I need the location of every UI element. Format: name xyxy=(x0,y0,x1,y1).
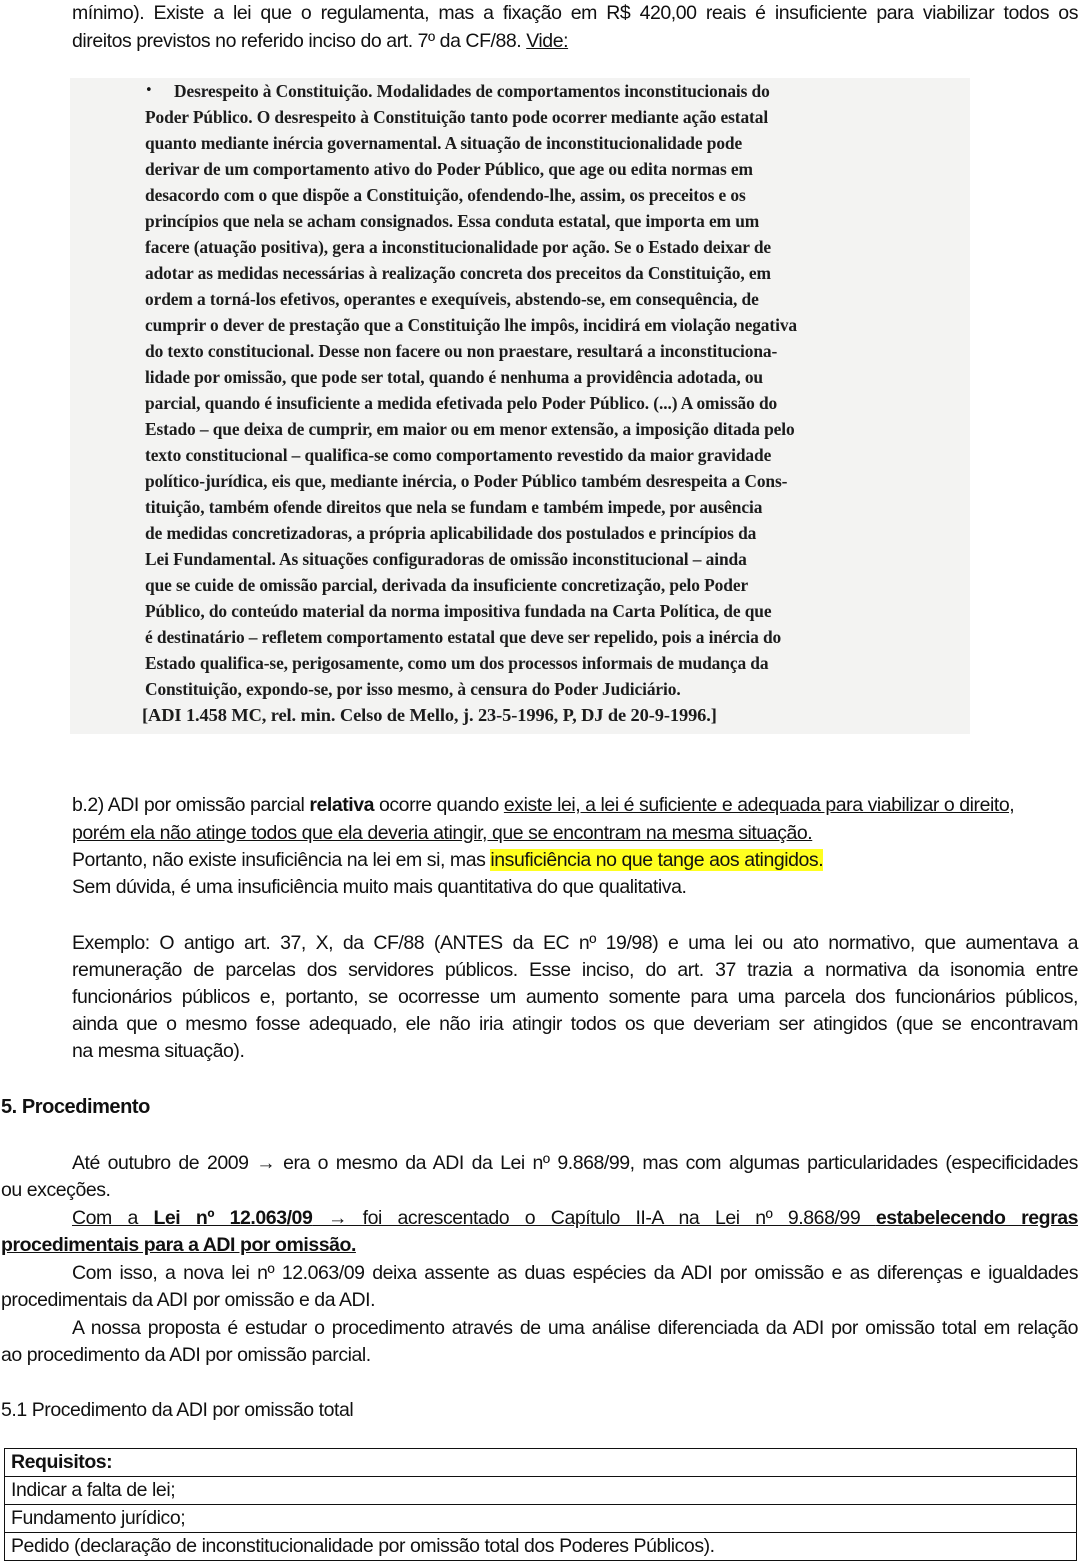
quote-line: Constituição, expondo-se, por isso mesmo, à censura do Poder Judiciário. xyxy=(145,679,681,699)
requirement-item: Pedido (declaração de inconstitucionalidade por omissão total dos Poderes Públicos). xyxy=(5,1533,1077,1561)
quote-line: facere (atuação positiva), gera a inconstitucionalidade por ação. Se o Estado deixar de xyxy=(145,237,772,257)
subsection-heading-omissao-total: 5.1 Procedimento da ADI por omissão total xyxy=(1,1399,354,1421)
section-heading-procedimento: 5. Procedimento xyxy=(1,1096,150,1118)
b2-underlined: existe lei, a lei é suficiente e adequada para viabilizar o direito, xyxy=(503,794,1015,816)
exemplo-line: funcionários públicos e, portanto, se ocorresse um aumento somente para uma parcela dos funcionários públicos, xyxy=(72,986,1078,1008)
section5-p3-line-1: Com isso, a nova lei nº 12.063/09 deixa assente as duas espécies da ADI por omissão e as diferenças e igualdades xyxy=(72,1262,1078,1284)
b2-line-2: porém ela não atinge todos que ela deveria atingir, que se encontram na mesma situação. xyxy=(72,822,813,844)
quote-line: cumprir o dever de prestação que a Constituição lhe impôs, incidirá em violação negativa xyxy=(145,315,798,335)
vide-link[interactable]: Vide: xyxy=(526,30,569,52)
exemplo-line: remuneração de parcelas dos servidores públicos. Esse inciso, do art. 37 trazia a normativa da isonomia entre xyxy=(72,959,1078,981)
quote-line: Lei Fundamental. As situações configuradoras de omissão inconstitucional – ainda xyxy=(145,549,747,569)
quote-line: de medidas concretizadoras, a própria aplicabilidade dos postulados e princípios da xyxy=(145,523,757,543)
quote-line: Poder Público. O desrespeito à Constituição tanto pode ocorrer mediante ação estatal xyxy=(145,107,769,127)
section5-p1-line-1: Até outubro de 2009 → era o mesmo da ADI da Lei nº 9.868/99, mas com algumas particularidades (especificidades xyxy=(72,1152,1078,1174)
quote-line: Público, do conteúdo material da norma impositiva fundada na Carta Política, de que xyxy=(145,601,772,621)
quote-line: Desrespeito à Constituição. Modalidades de comportamentos inconstitucionais do xyxy=(174,81,770,101)
table-row xyxy=(5,1505,1077,1533)
b2-line-1 xyxy=(72,792,1014,818)
section5-p2-law: Lei nº 12.063/09 xyxy=(153,1207,313,1229)
quote-line: parcial, quando é insuficiente a medida efetivada pelo Poder Público. (...) A omissão do xyxy=(145,393,778,413)
table-row xyxy=(5,1477,1077,1505)
b2-line-4: Sem dúvida, é uma insuficiência muito mais quantitativa do que qualitativa. xyxy=(72,876,687,898)
top-paragraph-text: direitos previstos no referido inciso do art. 7º da CF/88. xyxy=(72,30,527,52)
quote-line: lidade por omissão, que pode ser total, quando é nenhuma a providência adotada, ou xyxy=(145,367,763,387)
quote-bullet: • xyxy=(145,83,153,98)
quote-line: adotar as medidas necessárias à realização concreta dos preceitos da Constituição, em xyxy=(145,263,771,283)
section5-p3-line-2: procedimentais da ADI por omissão e da ADI. xyxy=(1,1289,376,1311)
quote-line: derivar de um comportamento ativo do Poder Público, que age ou edita normas em xyxy=(145,159,753,179)
requirement-item: Indicar a falta de lei; xyxy=(5,1477,1077,1505)
section5-p2-bold: estabelecendo regras xyxy=(875,1207,1079,1229)
quote-line: ordem a torná-los efetivos, operantes e exequíveis, abstendo-se, em consequência, de xyxy=(145,289,759,309)
quote-line: Estado qualifica-se, perigosamente, como um dos processos informais de mudança da xyxy=(145,653,769,673)
top-paragraph-line-1: mínimo). Existe a lei que o regulamenta, mas a fixação em R$ 420,00 reais é insuficiente para viabilizar todos os xyxy=(72,2,1078,24)
requirements-header: Requisitos: xyxy=(5,1449,1077,1477)
quote-line: quanto mediante inércia governamental. A situação de inconstitucionalidade pode xyxy=(145,133,743,153)
b2-line-3 xyxy=(72,847,823,873)
quote-line: desacordo com o que dispõe a Constituição, ofendendo-lhe, assim, os preceitos e os xyxy=(145,185,746,205)
exemplo-line: ainda que o mesmo fosse adequado, ele não iria atingir todos os que deveriam ser atingidos (que se encontravam xyxy=(72,1013,1078,1035)
section5-p2-text: Com a xyxy=(72,1207,154,1229)
quote-line: texto constitucional – qualifica-se como comportamento revestido da maior gravidade xyxy=(145,445,772,465)
requirement-item: Fundamento jurídico; xyxy=(5,1505,1077,1533)
exemplo-line: na mesma situação). xyxy=(72,1040,245,1062)
section5-p1-line-2: ou exceções. xyxy=(1,1179,111,1201)
quote-line: do texto constitucional. Desse non facere ou non praestare, resultará a inconstituciona- xyxy=(145,341,778,361)
section5-p2-line-1 xyxy=(72,1205,1078,1231)
b2-bold-relativa: relativa xyxy=(309,794,375,816)
b2-text: b.2) ADI por omissão parcial xyxy=(72,794,310,816)
section5-p4-line-1: A nossa proposta é estudar o procedimento através de uma análise diferenciada da ADI por omissão total em relação xyxy=(72,1317,1078,1339)
table-row xyxy=(5,1449,1077,1477)
b2-text: ocorre quando xyxy=(374,794,504,816)
section5-p4-line-2: ao procedimento da ADI por omissão parcial. xyxy=(1,1344,371,1366)
quote-citation: [ADI 1.458 MC, rel. min. Celso de Mello, j. 23-5-1996, P, DJ de 20-9-1996.] xyxy=(142,705,717,725)
table-row xyxy=(5,1533,1077,1561)
quote-line: que se cuide de omissão parcial, derivada da insuficiente concretização, pelo Poder xyxy=(145,575,749,595)
quote-line: princípios que nela se acham consignados. Essa conduta estatal, que importa em um xyxy=(145,211,760,231)
quote-line: Estado – que deixa de cumprir, em maior ou em menor extensão, a imposição ditada pelo xyxy=(145,419,795,439)
requirements-table xyxy=(4,1448,1077,1561)
quote-line: é destinatário – refletem comportamento estatal que deve ser repelido, pois a inércia do xyxy=(145,627,782,647)
b2-highlight: insuficiência no que tange aos atingidos. xyxy=(490,849,824,871)
top-paragraph-line-2 xyxy=(72,28,568,54)
quote-line: tituição, também ofende direitos que nela se fundam e também impede, por ausência xyxy=(145,497,763,517)
section5-p2-text: → foi acrescentado o Capítulo II-A na Lei nº 9.868/99 xyxy=(312,1207,876,1229)
section5-p2-line-2: procedimentais para a ADI por omissão. xyxy=(1,1234,356,1256)
b2-text: Portanto, não existe insuficiência na lei em si, mas xyxy=(72,849,491,871)
exemplo-line: Exemplo: O antigo art. 37, X, da CF/88 (ANTES da EC nº 19/98) e uma lei ou ato normativo, que aumentava a xyxy=(72,932,1078,954)
quote-line: político-jurídica, eis que, mediante inércia, o Poder Público também desrespeita a Cons- xyxy=(145,471,788,491)
